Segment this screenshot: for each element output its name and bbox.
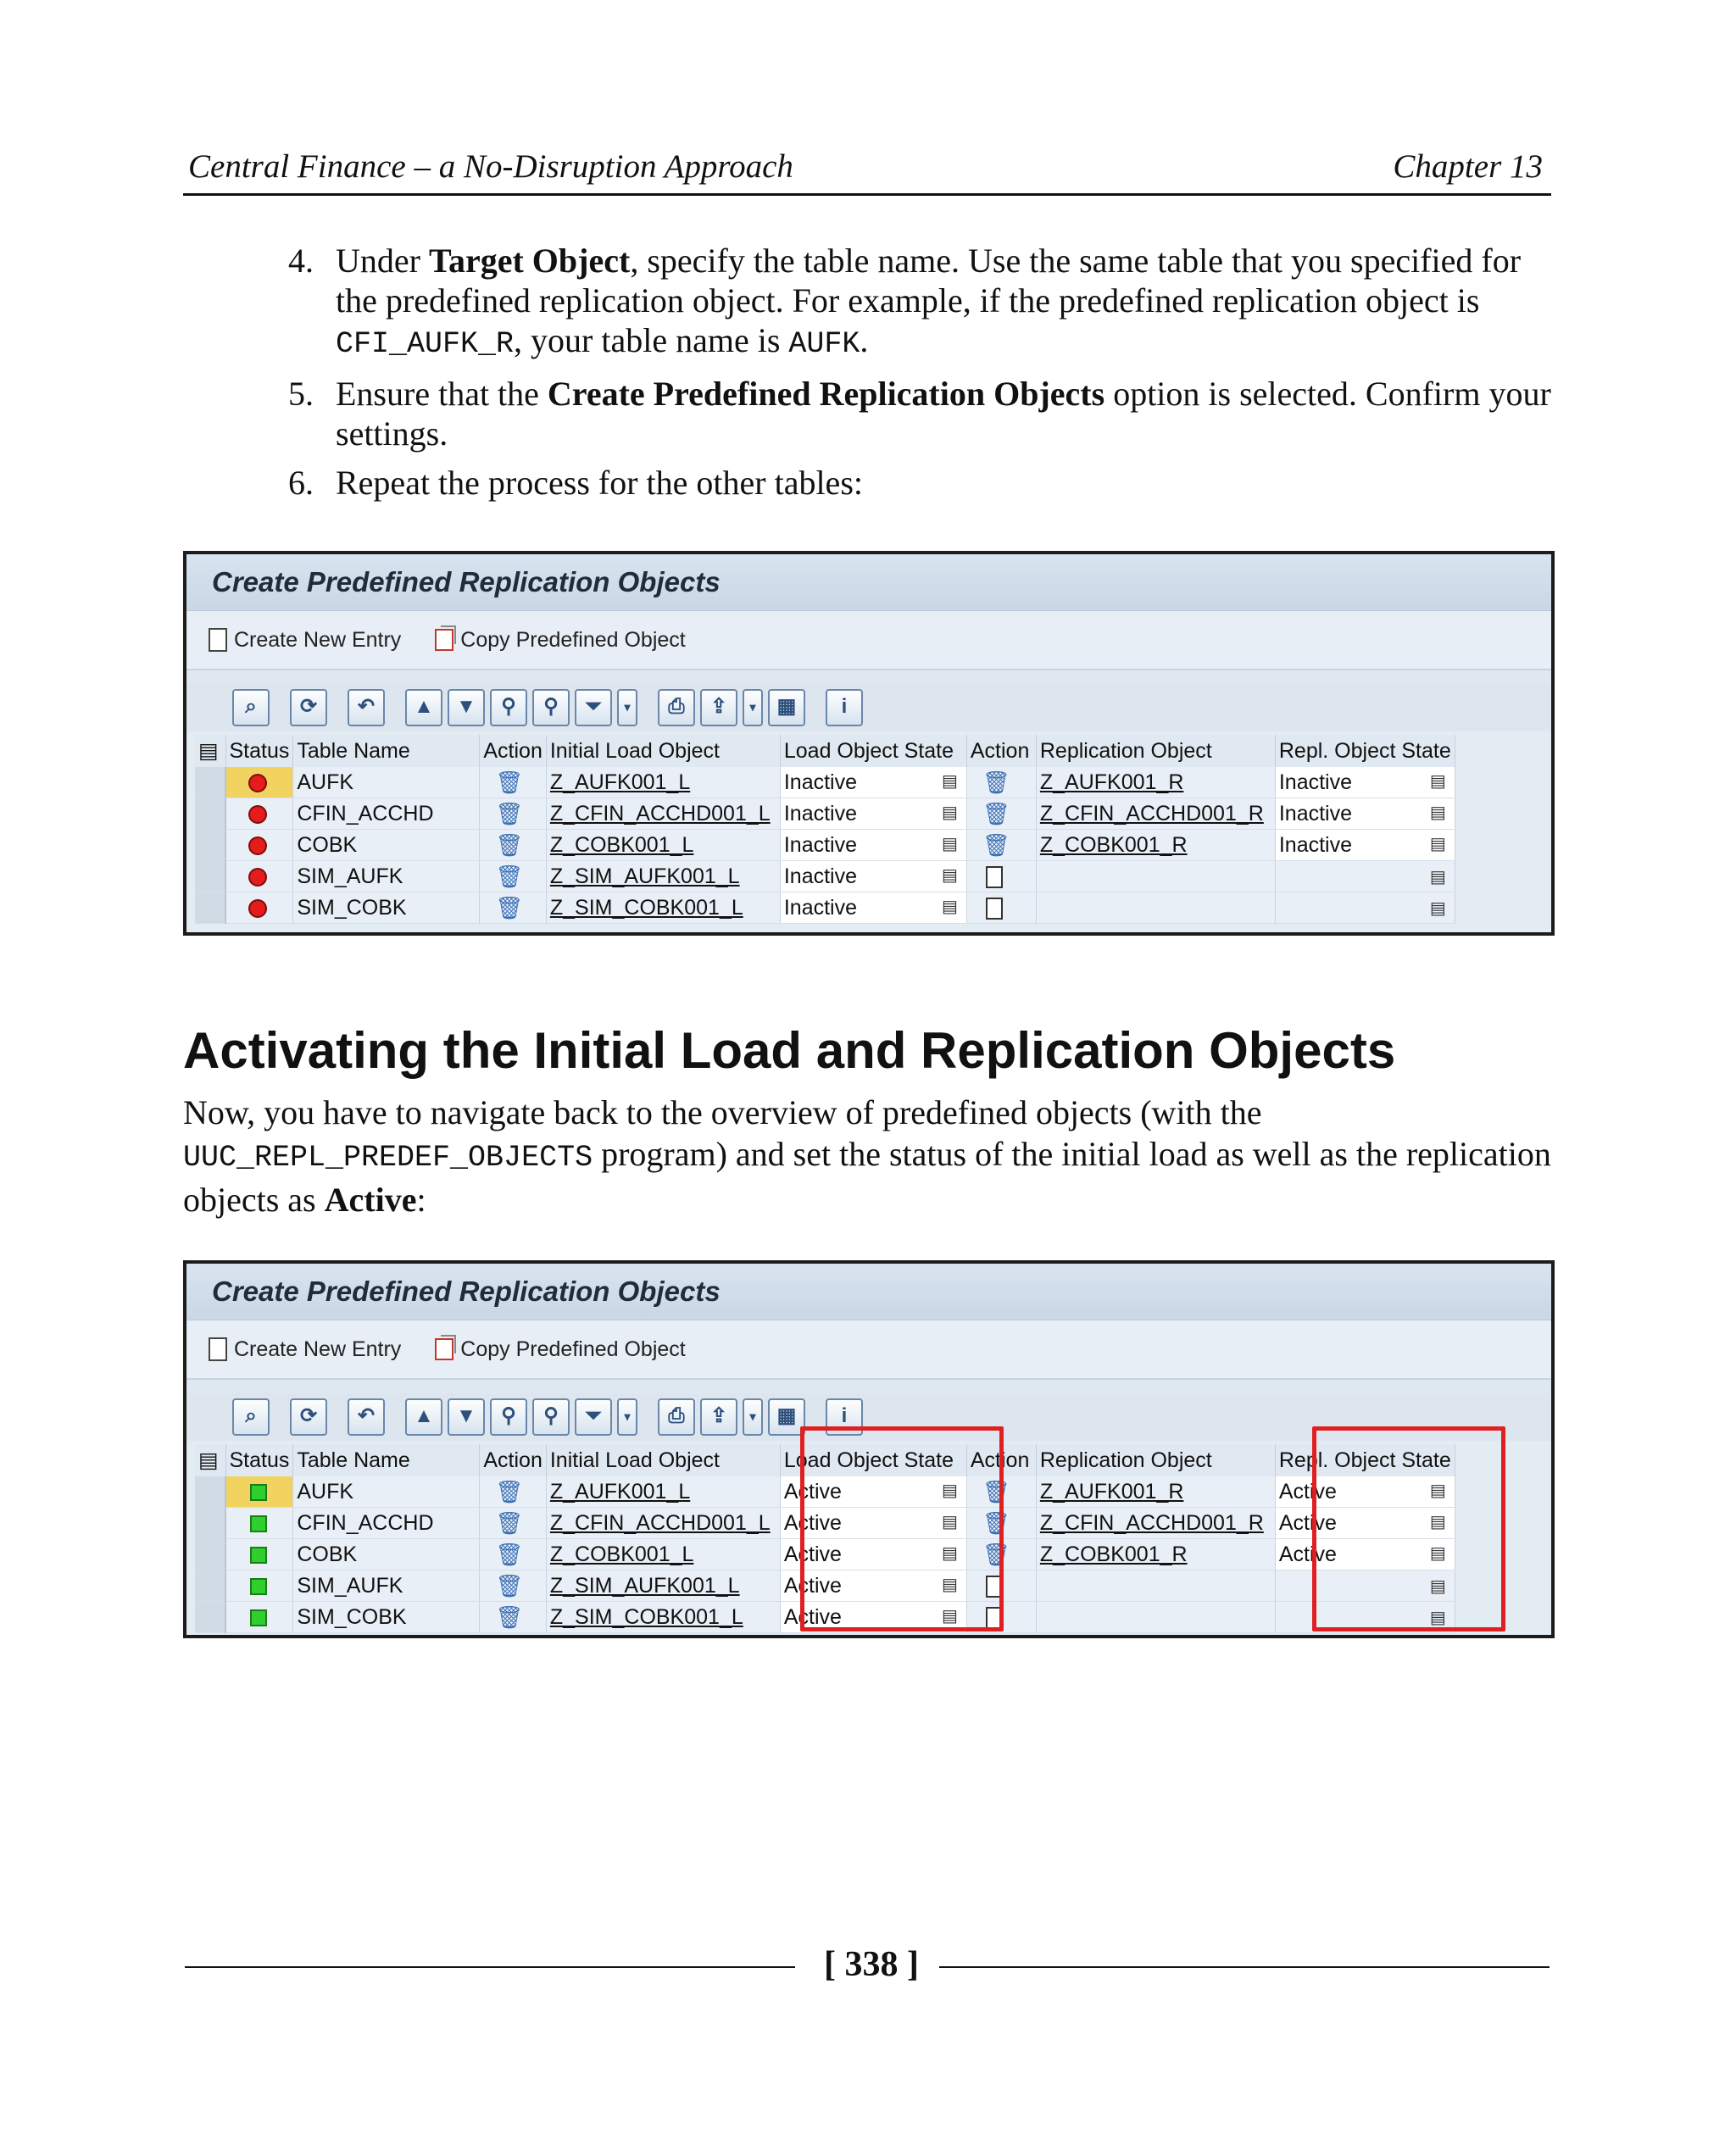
replication-object-cell [1036, 861, 1275, 892]
load-object-state-cell[interactable] [780, 830, 966, 861]
status-cell [225, 1476, 293, 1508]
trash-icon[interactable]: 🗑 [495, 1541, 524, 1567]
initial-load-object-cell[interactable] [546, 861, 780, 892]
column-header[interactable]: Table Name [293, 1444, 480, 1476]
trash-icon[interactable]: 🗑 [982, 800, 1010, 826]
table-name-cell: SIM_COBK [293, 1602, 480, 1633]
value-help-icon[interactable]: ▤ [941, 1512, 958, 1531]
step-text: Repeat the process for the other tables: [336, 464, 863, 502]
trash-icon[interactable]: 🗑 [982, 1541, 1010, 1567]
para-code: UUC_REPL_PREDEF_OBJECTS [183, 1141, 593, 1175]
application-toolbar [186, 611, 1551, 670]
step-code: CFI_AUFK_R [336, 327, 515, 361]
value-help-icon[interactable]: ▤ [941, 803, 958, 822]
replication-object-cell[interactable] [1036, 1508, 1275, 1539]
trash-icon[interactable]: 🗑 [495, 1572, 524, 1598]
action-cell[interactable] [480, 767, 546, 798]
sort-descending-icon[interactable]: ▼ [448, 1398, 485, 1436]
replication-object-cell[interactable] [1036, 1539, 1275, 1570]
initial-load-object-cell[interactable] [546, 1602, 780, 1633]
status-cell [225, 1570, 293, 1602]
table-name-cell: AUFK [293, 767, 480, 798]
replication-object-link[interactable]: Z_CFIN_ACCHD001_R [1039, 801, 1264, 825]
alv-toolbar [186, 684, 1551, 731]
status-cell [225, 1539, 293, 1570]
copy-icon [435, 1338, 453, 1360]
details-icon[interactable]: ⌕ [232, 689, 270, 726]
initial-load-object-link[interactable]: Z_COBK001_L [549, 832, 694, 857]
status-light-icon [250, 1547, 267, 1564]
status-cell [225, 767, 293, 798]
layout-icon[interactable]: ▦ [768, 689, 805, 726]
refresh-icon[interactable]: ⟳ [290, 689, 327, 726]
value-help-icon[interactable]: ▤ [1429, 771, 1446, 791]
load-object-state-cell[interactable] [780, 767, 966, 798]
column-header[interactable]: Repl. Object State [1275, 1444, 1455, 1476]
print-icon[interactable]: ⎙ [658, 1398, 695, 1436]
step-text: option is selected. Confirm your settings. [336, 375, 1551, 453]
para-text: Now, you have to navigate back to the overview of predefined objects (with the [183, 1093, 1262, 1131]
repl-object-state-cell[interactable] [1275, 830, 1455, 861]
value-help-icon[interactable]: ▤ [941, 834, 958, 853]
initial-load-object-link[interactable]: Z_SIM_COBK001_L [549, 895, 743, 920]
row-selector[interactable] [195, 830, 225, 861]
replication-object-link[interactable]: Z_AUFK001_R [1039, 770, 1184, 794]
initial-load-object-cell[interactable] [546, 767, 780, 798]
select-all-icon[interactable]: ▤ [195, 735, 225, 767]
toolbar-spacer [186, 1380, 1551, 1393]
value-help-icon[interactable]: ▤ [1429, 867, 1446, 887]
filter-icon[interactable]: ⏷ [575, 689, 612, 726]
load-object-state-cell[interactable] [780, 861, 966, 892]
sort-ascending-icon[interactable]: ▲ [405, 1398, 442, 1436]
select-all-icon[interactable]: ▤ [195, 1444, 225, 1476]
status-cell [225, 1508, 293, 1539]
table-row[interactable] [195, 892, 1455, 924]
step-text: , your table name is [514, 321, 789, 359]
load-object-state-value: Active [783, 1479, 842, 1504]
column-header[interactable]: Replication Object [1036, 1444, 1275, 1476]
step-number: 5. [288, 375, 314, 413]
repl-object-state-cell[interactable] [1275, 861, 1455, 892]
table-row[interactable] [195, 830, 1455, 861]
initial-load-object-cell[interactable] [546, 830, 780, 861]
sap-screenshot-active [183, 1260, 1555, 1638]
repl-action-cell[interactable] [966, 892, 1036, 924]
action-cell[interactable] [480, 798, 546, 830]
find-icon[interactable]: ⚲ [490, 1398, 527, 1436]
trash-icon[interactable]: 🗑 [495, 863, 524, 889]
status-cell [225, 798, 293, 830]
step-text: . [860, 321, 869, 359]
trash-icon[interactable]: 🗑 [495, 1604, 524, 1630]
status-light-icon [250, 838, 265, 853]
table-name-cell: CFIN_ACCHD [293, 1508, 480, 1539]
action-cell[interactable] [480, 861, 546, 892]
load-object-state-value: Active [783, 1573, 842, 1598]
repl-object-state-value: Active [1278, 1510, 1337, 1535]
repl-action-cell[interactable] [966, 798, 1036, 830]
column-header[interactable]: Action [966, 1444, 1036, 1476]
step-bold: Create Predefined Replication Objects [547, 375, 1105, 413]
initial-load-object-cell[interactable] [546, 1476, 780, 1508]
copy-icon [435, 629, 453, 651]
column-header[interactable]: Action [480, 1444, 546, 1476]
value-help-icon[interactable]: ▤ [1429, 1543, 1446, 1563]
copy-predefined-label: Copy Predefined Object [460, 627, 686, 652]
initial-load-object-link[interactable]: Z_AUFK001_L [549, 770, 691, 794]
repl-action-cell[interactable] [966, 767, 1036, 798]
repl-object-state-cell[interactable] [1275, 892, 1455, 924]
step-item [288, 463, 1560, 503]
step-list [288, 241, 1560, 512]
step-text: , specify the table name. Use the same table that you specified for the predefined replication object. For example, if the predefined replication object is [336, 242, 1522, 320]
row-selector[interactable] [195, 767, 225, 798]
sap-window-title: Create Predefined Replication Objects [186, 1264, 1551, 1320]
load-object-state-value: Active [783, 1510, 842, 1535]
table-name-cell: SIM_COBK [293, 892, 480, 924]
status-cell [225, 830, 293, 861]
filter-icon[interactable]: ⏷ [575, 1398, 612, 1436]
layout-icon[interactable]: ▦ [768, 1398, 805, 1436]
create-new-entry-label: Create New Entry [234, 627, 402, 652]
info-icon[interactable]: i [826, 689, 863, 726]
step-item [288, 241, 1560, 364]
row-selector[interactable] [195, 1570, 225, 1602]
status-cell [225, 1602, 293, 1633]
table-row[interactable] [195, 767, 1455, 798]
column-header[interactable]: Initial Load Object [546, 735, 780, 767]
initial-load-object-link[interactable]: Z_CFIN_ACCHD001_L [549, 801, 771, 825]
find-next-icon[interactable]: ⚲ [532, 1398, 570, 1436]
column-header[interactable]: Status [225, 1444, 293, 1476]
table-name-cell: COBK [293, 830, 480, 861]
find-icon[interactable]: ⚲ [490, 689, 527, 726]
status-light-icon [250, 1484, 267, 1501]
refresh-icon[interactable]: ⟳ [290, 1398, 327, 1436]
column-header[interactable]: Load Object State [780, 735, 966, 767]
load-object-state-value: Inactive [783, 801, 858, 825]
repl-object-state-cell[interactable] [1275, 767, 1455, 798]
replication-object-cell[interactable] [1036, 767, 1275, 798]
replication-objects-table [195, 735, 1455, 924]
step-item [288, 374, 1560, 453]
initial-load-object-link[interactable]: Z_SIM_COBK001_L [549, 1604, 743, 1629]
value-help-icon[interactable]: ▤ [1429, 1481, 1446, 1500]
initial-load-object-cell[interactable] [546, 798, 780, 830]
replication-object-cell[interactable] [1036, 1476, 1275, 1508]
column-header[interactable]: Status [225, 735, 293, 767]
value-help-icon[interactable]: ▤ [1429, 898, 1446, 918]
step-number: 6. [288, 464, 314, 502]
column-header[interactable]: Replication Object [1036, 735, 1275, 767]
new-document-icon [209, 628, 227, 652]
export-icon[interactable]: ⇪ [700, 1398, 737, 1436]
step-number: 4. [288, 242, 314, 280]
value-help-icon[interactable]: ▤ [941, 1543, 958, 1563]
export-icon[interactable]: ⇪ [700, 689, 737, 726]
footer-rule-right [939, 1966, 1550, 1968]
initial-load-object-link[interactable]: Z_AUFK001_L [549, 1479, 691, 1504]
replication-object-cell [1036, 1602, 1275, 1633]
trash-icon[interactable]: 🗑 [982, 831, 1010, 858]
action-cell[interactable] [480, 892, 546, 924]
replication-object-link[interactable]: Z_CFIN_ACCHD001_R [1039, 1510, 1264, 1535]
print-icon[interactable]: ⎙ [658, 689, 695, 726]
create-document-icon[interactable] [986, 898, 1003, 920]
trash-icon[interactable]: 🗑 [495, 831, 524, 858]
table-header-row [195, 735, 1455, 767]
repl-object-state-value: Active [1278, 1479, 1337, 1504]
replication-object-cell [1036, 1570, 1275, 1602]
load-object-state-cell[interactable] [780, 892, 966, 924]
status-light-icon [250, 775, 265, 791]
create-document-icon[interactable] [986, 866, 1003, 888]
action-cell[interactable] [480, 1539, 546, 1570]
sap-window-title: Create Predefined Replication Objects [186, 554, 1551, 611]
step-bold: Target Object [428, 242, 631, 280]
copy-predefined-label: Copy Predefined Object [460, 1337, 686, 1361]
load-object-state-value: Active [783, 1604, 842, 1629]
trash-icon[interactable]: 🗑 [495, 769, 524, 795]
running-title: Central Finance – a No-Disruption Approach [188, 148, 793, 185]
new-document-icon [209, 1337, 227, 1361]
value-help-icon[interactable]: ▤ [1429, 834, 1446, 853]
table-name-cell: COBK [293, 1539, 480, 1570]
replication-object-cell[interactable] [1036, 798, 1275, 830]
page-header [183, 142, 1551, 196]
replication-object-link[interactable]: Z_COBK001_R [1039, 1542, 1188, 1566]
filter-menu-icon[interactable]: ▾ [617, 1398, 637, 1436]
row-selector[interactable] [195, 1508, 225, 1539]
initial-load-object-cell[interactable] [546, 1508, 780, 1539]
table-name-cell: AUFK [293, 1476, 480, 1508]
trash-icon[interactable]: 🗑 [982, 769, 1010, 795]
para-text: : [416, 1181, 426, 1219]
step-text: Under [336, 242, 429, 280]
row-selector[interactable] [195, 1602, 225, 1633]
action-cell[interactable] [480, 1602, 546, 1633]
status-light-icon [250, 901, 265, 916]
trash-icon[interactable]: 🗑 [982, 1478, 1010, 1504]
value-help-icon[interactable]: ▤ [941, 1481, 958, 1500]
column-header[interactable]: Load Object State [780, 1444, 966, 1476]
replication-object-cell [1036, 892, 1275, 924]
chapter-label: Chapter 13 [1393, 148, 1543, 185]
step-text: Ensure that the [336, 375, 548, 413]
initial-load-object-link[interactable]: Z_SIM_AUFK001_L [549, 1573, 740, 1598]
trash-icon[interactable]: 🗑 [495, 800, 524, 826]
copy-predefined-object-button[interactable] [435, 1337, 685, 1362]
value-help-icon[interactable]: ▤ [1429, 1576, 1446, 1596]
replication-object-cell[interactable] [1036, 830, 1275, 861]
initial-load-object-cell[interactable] [546, 1539, 780, 1570]
action-cell[interactable] [480, 1476, 546, 1508]
copy-predefined-object-button[interactable] [435, 628, 685, 653]
initial-load-object-cell[interactable] [546, 892, 780, 924]
row-selector[interactable] [195, 892, 225, 924]
repl-object-state-cell[interactable] [1275, 798, 1455, 830]
value-help-icon[interactable]: ▤ [941, 897, 958, 916]
table-name-cell: CFIN_ACCHD [293, 798, 480, 830]
action-cell[interactable] [480, 830, 546, 861]
status-light-icon [250, 870, 265, 885]
repl-object-state-value: Inactive [1278, 832, 1353, 857]
sort-ascending-icon[interactable]: ▲ [405, 689, 442, 726]
value-help-icon[interactable]: ▤ [1429, 803, 1446, 822]
section-heading: Activating the Initial Load and Replication Objects [183, 1022, 1396, 1079]
replication-object-link[interactable]: Z_COBK001_R [1039, 832, 1188, 857]
repl-object-state-value: Inactive [1278, 801, 1353, 825]
undo-icon[interactable]: ↶ [348, 689, 385, 726]
undo-icon[interactable]: ↶ [348, 1398, 385, 1436]
column-header[interactable]: Action [966, 735, 1036, 767]
row-selector[interactable] [195, 1539, 225, 1570]
load-object-state-value: Inactive [783, 864, 858, 888]
repl-action-cell[interactable] [966, 830, 1036, 861]
load-object-state-cell[interactable] [780, 798, 966, 830]
page-footer [185, 1946, 1551, 1987]
column-header[interactable]: Action [480, 735, 546, 767]
sap-screenshot-inactive [183, 551, 1555, 936]
row-selector[interactable] [195, 1476, 225, 1508]
page-number: [ 338 ] [824, 1945, 919, 1984]
para-bold: Active [324, 1181, 417, 1219]
value-help-icon[interactable]: ▤ [1429, 1608, 1446, 1627]
repl-state-highlight-box [1312, 1426, 1505, 1631]
row-selector[interactable] [195, 798, 225, 830]
value-help-icon[interactable]: ▤ [941, 1575, 958, 1594]
status-cell [225, 892, 293, 924]
column-header[interactable]: Initial Load Object [546, 1444, 780, 1476]
value-help-icon[interactable]: ▤ [1429, 1512, 1446, 1531]
initial-load-object-cell[interactable] [546, 1570, 780, 1602]
action-cell[interactable] [480, 1570, 546, 1602]
load-object-state-value: Inactive [783, 770, 858, 794]
repl-action-cell[interactable] [966, 861, 1036, 892]
table-name-cell: SIM_AUFK [293, 861, 480, 892]
toolbar-spacer [186, 670, 1551, 684]
create-new-entry-button[interactable] [209, 1337, 401, 1362]
value-help-icon[interactable]: ▤ [941, 771, 958, 791]
load-object-state-value: Active [783, 1542, 842, 1566]
status-cell [225, 861, 293, 892]
filter-menu-icon[interactable]: ▾ [617, 689, 637, 726]
value-help-icon[interactable]: ▤ [941, 865, 958, 885]
load-object-state-value: Inactive [783, 895, 858, 920]
create-new-entry-label: Create New Entry [234, 1337, 402, 1361]
status-light-icon [250, 1609, 267, 1626]
application-toolbar [186, 1320, 1551, 1380]
trash-icon[interactable]: 🗑 [495, 1478, 524, 1504]
repl-object-state-value: Inactive [1278, 770, 1353, 794]
table-row[interactable] [195, 798, 1455, 830]
details-icon[interactable]: ⌕ [232, 1398, 270, 1436]
column-header[interactable]: Table Name [293, 735, 480, 767]
table-row[interactable] [195, 861, 1455, 892]
status-light-icon [250, 1578, 267, 1595]
row-selector[interactable] [195, 861, 225, 892]
value-help-icon[interactable]: ▤ [941, 1606, 958, 1626]
sort-descending-icon[interactable]: ▼ [448, 689, 485, 726]
export-menu-icon[interactable]: ▾ [743, 689, 763, 726]
step-code: AUFK [788, 327, 860, 361]
para-text: program) and set the status of the initial load as well as the replication objects as [183, 1135, 1551, 1219]
trash-icon[interactable]: 🗑 [495, 1509, 524, 1536]
status-light-icon [250, 1515, 267, 1532]
replication-object-link[interactable]: Z_AUFK001_R [1039, 1479, 1184, 1504]
create-new-entry-button[interactable] [209, 628, 401, 653]
column-header[interactable]: Repl. Object State [1275, 735, 1455, 767]
initial-load-object-link[interactable]: Z_CFIN_ACCHD001_L [549, 1510, 771, 1535]
repl-object-state-value: Active [1278, 1542, 1337, 1566]
body-paragraph [183, 1092, 1556, 1220]
load-object-state-value: Inactive [783, 832, 858, 857]
load-state-highlight-box [800, 1426, 1004, 1631]
trash-icon[interactable]: 🗑 [495, 894, 524, 920]
table-name-cell: SIM_AUFK [293, 1570, 480, 1602]
find-next-icon[interactable]: ⚲ [532, 689, 570, 726]
initial-load-object-link[interactable]: Z_SIM_AUFK001_L [549, 864, 740, 888]
export-menu-icon[interactable]: ▾ [743, 1398, 763, 1436]
footer-rule-left [185, 1966, 795, 1968]
action-cell[interactable] [480, 1508, 546, 1539]
status-light-icon [250, 807, 265, 822]
trash-icon[interactable]: 🗑 [982, 1509, 1010, 1536]
info-icon[interactable]: i [826, 1398, 863, 1436]
initial-load-object-link[interactable]: Z_COBK001_L [549, 1542, 694, 1566]
